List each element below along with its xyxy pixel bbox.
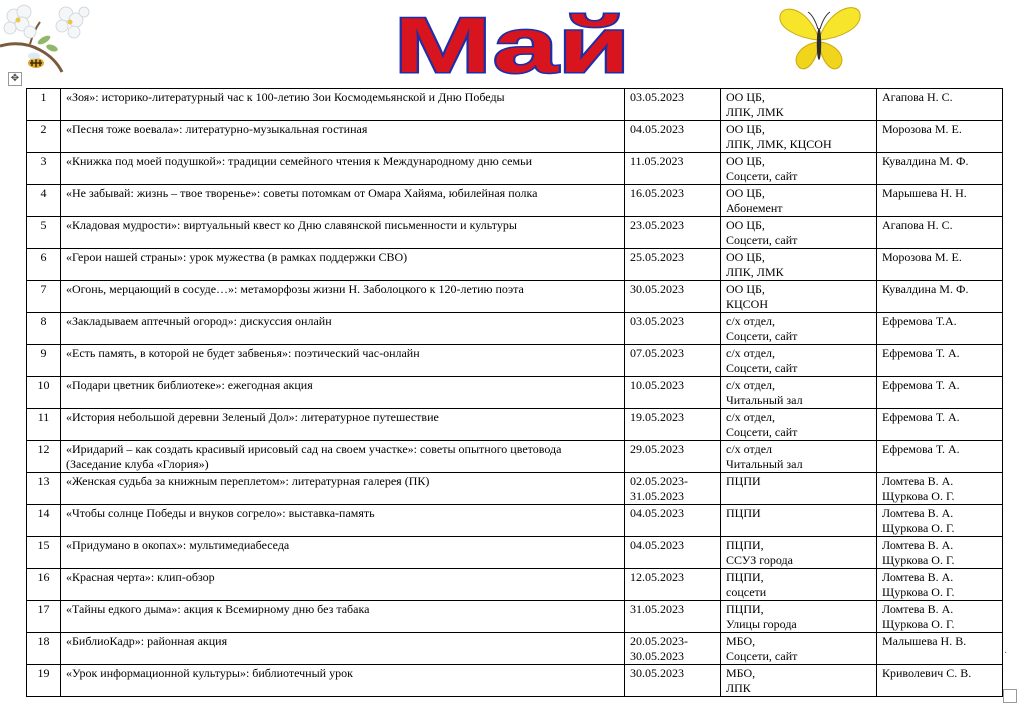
event-title-cell: «Книжка под моей подушкой»: традиции семейного чтения к Международному дню семьи xyxy=(61,153,625,185)
event-responsible-cell xyxy=(877,313,1003,345)
event-number-cell: 3 xyxy=(27,153,61,185)
event-date-cell: 30.05.2023 xyxy=(625,281,721,313)
event-responsible-cell xyxy=(877,665,1003,697)
event-date-cell: 25.05.2023 xyxy=(625,249,721,281)
event-title-cell: «Иридарий – как создать красивый ирисовый сад на своем участке»: советы опытного цветовода (Заседание клуба «Глория») xyxy=(61,441,625,473)
event-place-line: Соцсети, сайт xyxy=(726,329,798,343)
event-place-cell xyxy=(721,633,877,665)
event-title-cell: «Чтобы солнце Победы и внуков согрело»: выставка-память xyxy=(61,505,625,537)
event-title-cell: «Женская судьба за книжным переплетом»: литературная галерея (ПК) xyxy=(61,473,625,505)
event-date-cell: 20.05.2023-30.05.2023 xyxy=(625,633,721,665)
event-responsible-cell xyxy=(877,121,1003,153)
event-place-line: Соцсети, сайт xyxy=(726,649,798,663)
event-place-line: ОО ЦБ, xyxy=(726,218,765,232)
event-responsible-line: Ломтева В. А. xyxy=(882,506,954,520)
event-responsible-cell xyxy=(877,633,1003,665)
event-place-cell xyxy=(721,345,877,377)
event-responsible-line: Морозова М. Е. xyxy=(882,122,962,136)
event-place-line: ОО ЦБ, xyxy=(726,154,765,168)
event-number-cell: 13 xyxy=(27,473,61,505)
table-row xyxy=(27,217,1003,249)
event-place-line: МБО, xyxy=(726,634,756,648)
table-row xyxy=(27,153,1003,185)
event-number-cell: 6 xyxy=(27,249,61,281)
events-table-body xyxy=(27,89,1003,697)
event-responsible-line: Ефремова Т.А. xyxy=(882,314,957,328)
event-place-cell xyxy=(721,505,877,537)
table-row xyxy=(27,409,1003,441)
table-row xyxy=(27,249,1003,281)
event-place-cell xyxy=(721,441,877,473)
event-place-cell xyxy=(721,89,877,121)
event-number-cell: 19 xyxy=(27,665,61,697)
event-date-cell: 03.05.2023 xyxy=(625,89,721,121)
event-responsible-line: Криволевич С. В. xyxy=(882,666,972,680)
event-responsible-cell xyxy=(877,345,1003,377)
event-place-cell xyxy=(721,121,877,153)
event-date-cell: 23.05.2023 xyxy=(625,217,721,249)
event-date-cell: 11.05.2023 xyxy=(625,153,721,185)
event-responsible-line: Ефремова Т. А. xyxy=(882,346,960,360)
table-row xyxy=(27,185,1003,217)
event-place-cell xyxy=(721,537,877,569)
event-responsible-cell xyxy=(877,409,1003,441)
event-responsible-cell xyxy=(877,569,1003,601)
event-place-cell xyxy=(721,569,877,601)
event-place-line: ССУЗ города xyxy=(726,553,793,567)
table-row xyxy=(27,505,1003,537)
event-title-cell: «БиблиоКадр»: районная акция xyxy=(61,633,625,665)
event-place-line: ОО ЦБ, xyxy=(726,90,765,104)
event-title-cell: «Есть память, в которой не будет забвенья»: поэтический час-онлайн xyxy=(61,345,625,377)
event-date-cell: 04.05.2023 xyxy=(625,505,721,537)
event-title-cell: «История небольшой деревни Зеленый Дол»: литературное путешествие xyxy=(61,409,625,441)
event-responsible-cell xyxy=(877,89,1003,121)
event-place-line: ОО ЦБ, xyxy=(726,186,765,200)
table-row xyxy=(27,569,1003,601)
event-responsible-line: Ефремова Т. А. xyxy=(882,442,960,456)
event-place-line: ОО ЦБ, xyxy=(726,122,765,136)
event-place-cell xyxy=(721,601,877,633)
event-responsible-cell xyxy=(877,217,1003,249)
event-number-cell: 17 xyxy=(27,601,61,633)
event-place-cell xyxy=(721,217,877,249)
event-title-cell: «Герои нашей страны»: урок мужества (в рамках поддержки СВО) xyxy=(61,249,625,281)
events-table xyxy=(26,88,1003,697)
event-place-cell xyxy=(721,313,877,345)
event-place-cell xyxy=(721,409,877,441)
event-number-cell: 16 xyxy=(27,569,61,601)
event-responsible-line: Щуркова О. Г. xyxy=(882,521,955,535)
event-place-line: ОО ЦБ, xyxy=(726,282,765,296)
event-responsible-line: Кувалдина М. Ф. xyxy=(882,282,969,296)
event-date-cell: 02.05.2023-31.05.2023 xyxy=(625,473,721,505)
event-number-cell: 18 xyxy=(27,633,61,665)
event-place-cell xyxy=(721,281,877,313)
event-number-cell: 9 xyxy=(27,345,61,377)
event-date-cell: 31.05.2023 xyxy=(625,601,721,633)
event-responsible-cell xyxy=(877,505,1003,537)
event-place-line: с/х отдел xyxy=(726,442,773,456)
table-row xyxy=(27,281,1003,313)
event-place-line: с/х отдел, xyxy=(726,346,776,360)
event-number-cell: 8 xyxy=(27,313,61,345)
event-title-cell: «Закладываем аптечный огород»: дискуссия онлайн xyxy=(61,313,625,345)
event-title-cell: «Придумано в окопах»: мультимедиабеседа xyxy=(61,537,625,569)
event-place-line: ПЦПИ, xyxy=(726,602,764,616)
table-resize-handle[interactable] xyxy=(1003,689,1017,703)
event-responsible-cell xyxy=(877,377,1003,409)
table-row xyxy=(27,441,1003,473)
event-date-cell: 04.05.2023 xyxy=(625,121,721,153)
event-responsible-line: Морозова М. Е. xyxy=(882,250,962,264)
event-place-line: ПЦПИ xyxy=(726,474,761,488)
event-place-line: ЛПК xyxy=(726,681,751,695)
event-date-cell: 29.05.2023 xyxy=(625,441,721,473)
event-date-cell: 12.05.2023 xyxy=(625,569,721,601)
event-place-cell xyxy=(721,249,877,281)
event-place-line: Соцсети, сайт xyxy=(726,361,798,375)
page-title-text: Май xyxy=(394,8,630,78)
event-responsible-line: Ломтева В. А. xyxy=(882,602,954,616)
event-place-line: с/х отдел, xyxy=(726,410,776,424)
event-place-cell xyxy=(721,377,877,409)
event-place-cell xyxy=(721,153,877,185)
table-row xyxy=(27,633,1003,665)
event-responsible-cell xyxy=(877,473,1003,505)
event-number-cell: 10 xyxy=(27,377,61,409)
event-date-cell: 04.05.2023 xyxy=(625,537,721,569)
table-row xyxy=(27,537,1003,569)
event-responsible-line: Кувалдина М. Ф. xyxy=(882,154,969,168)
event-date-cell: 16.05.2023 xyxy=(625,185,721,217)
event-responsible-line: Марышева Н. Н. xyxy=(882,186,967,200)
event-responsible-line: Щуркова О. Г. xyxy=(882,489,955,503)
event-title-cell: «Песня тоже воевала»: литературно-музыкальная гостиная xyxy=(61,121,625,153)
table-row xyxy=(27,313,1003,345)
event-place-line: Соцсети, сайт xyxy=(726,233,798,247)
event-responsible-line: Щуркова О. Г. xyxy=(882,553,955,567)
event-number-cell: 5 xyxy=(27,217,61,249)
event-date-cell: 19.05.2023 xyxy=(625,409,721,441)
page-title xyxy=(0,8,1024,78)
event-place-line: ЛПК, ЛМК, КЦСОН xyxy=(726,137,832,151)
event-place-line: Соцсети, сайт xyxy=(726,169,798,183)
event-responsible-cell xyxy=(877,249,1003,281)
event-place-line: Читальный зал xyxy=(726,393,803,407)
event-title-cell: «Красная черта»: клип-обзор xyxy=(61,569,625,601)
event-place-line: ЛПК, ЛМК xyxy=(726,265,784,279)
event-number-cell: 11 xyxy=(27,409,61,441)
event-title-cell: «Не забывай: жизнь – твое творенье»: советы потомкам от Омара Хайяма, юбилейная полка xyxy=(61,185,625,217)
event-place-cell xyxy=(721,185,877,217)
event-responsible-line: Щуркова О. Г. xyxy=(882,617,955,631)
event-number-cell: 14 xyxy=(27,505,61,537)
event-place-line: ПЦПИ, xyxy=(726,538,764,552)
event-responsible-line: Щуркова О. Г. xyxy=(882,585,955,599)
event-responsible-line: Ломтева В. А. xyxy=(882,474,954,488)
table-row xyxy=(27,121,1003,153)
event-date-cell: 03.05.2023 xyxy=(625,313,721,345)
table-move-handle[interactable]: ✥ xyxy=(8,72,22,86)
event-number-cell: 4 xyxy=(27,185,61,217)
event-place-line: с/х отдел, xyxy=(726,314,776,328)
butterfly-image xyxy=(776,2,862,74)
table-row xyxy=(27,473,1003,505)
event-place-line: Читальный зал xyxy=(726,457,803,471)
event-title-cell: «Кладовая мудрости»: виртуальный квест ко Дню славянской письменности и культуры xyxy=(61,217,625,249)
event-responsible-cell xyxy=(877,281,1003,313)
event-responsible-cell xyxy=(877,185,1003,217)
event-place-line: ПЦПИ, xyxy=(726,570,764,584)
event-place-cell xyxy=(721,473,877,505)
event-title-cell: «Зоя»: историко-литературный час к 100-летию Зои Космодемьянской и Дню Победы xyxy=(61,89,625,121)
table-row xyxy=(27,601,1003,633)
event-place-line: Улицы города xyxy=(726,617,797,631)
table-row xyxy=(27,377,1003,409)
event-place-cell xyxy=(721,665,877,697)
event-place-line: с/х отдел, xyxy=(726,378,776,392)
event-responsible-cell xyxy=(877,153,1003,185)
event-responsible-line: Ефремова Т. А. xyxy=(882,378,960,392)
event-place-line: соцсети xyxy=(726,585,767,599)
table-row xyxy=(27,665,1003,697)
event-number-cell: 12 xyxy=(27,441,61,473)
event-number-cell: 7 xyxy=(27,281,61,313)
event-place-line: Соцсети, сайт xyxy=(726,425,798,439)
event-place-line: ЛПК, ЛМК xyxy=(726,105,784,119)
table-row xyxy=(27,345,1003,377)
event-title-cell: «Тайны едкого дыма»: акция к Всемирному дню без табака xyxy=(61,601,625,633)
event-responsible-line: Ломтева В. А. xyxy=(882,570,954,584)
event-responsible-cell xyxy=(877,537,1003,569)
event-responsible-line: Малышева Н. В. xyxy=(882,634,967,648)
event-title-cell: «Огонь, мерцающий в сосуде…»: метаморфозы жизни Н. Заболоцкого к 120-летию поэта xyxy=(61,281,625,313)
event-responsible-line: Ефремова Т. А. xyxy=(882,410,960,424)
event-place-line: КЦСОН xyxy=(726,297,769,311)
event-title-cell: «Подари цветник библиотеке»: ежегодная акция xyxy=(61,377,625,409)
event-place-line: МБО, xyxy=(726,666,756,680)
event-responsible-line: Агапова Н. С. xyxy=(882,90,953,104)
event-responsible-line: Ломтева В. А. xyxy=(882,538,954,552)
table-row xyxy=(27,89,1003,121)
page-end-mark: . xyxy=(1004,645,1008,656)
event-responsible-cell xyxy=(877,601,1003,633)
event-place-line: Абонемент xyxy=(726,201,783,215)
event-place-line: ПЦПИ xyxy=(726,506,761,520)
event-date-cell: 30.05.2023 xyxy=(625,665,721,697)
event-responsible-cell xyxy=(877,441,1003,473)
event-number-cell: 1 xyxy=(27,89,61,121)
event-date-cell: 07.05.2023 xyxy=(625,345,721,377)
event-number-cell: 15 xyxy=(27,537,61,569)
event-title-cell: «Урок информационной культуры»: библиотечный урок xyxy=(61,665,625,697)
event-place-line: ОО ЦБ, xyxy=(726,250,765,264)
event-responsible-line: Агапова Н. С. xyxy=(882,218,953,232)
event-number-cell: 2 xyxy=(27,121,61,153)
event-date-cell: 10.05.2023 xyxy=(625,377,721,409)
